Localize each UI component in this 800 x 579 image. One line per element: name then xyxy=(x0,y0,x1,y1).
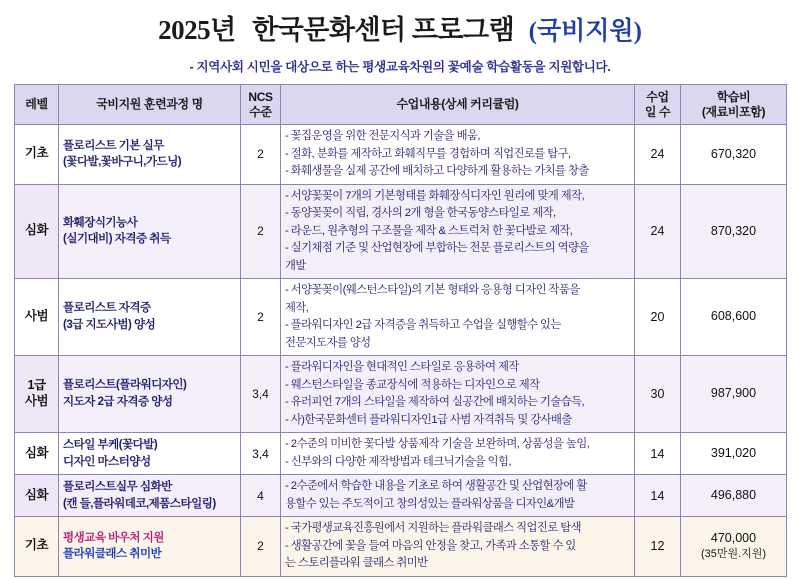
course-line1: 평생교육 바우처 지원 xyxy=(63,531,164,544)
cell-curriculum xyxy=(281,517,635,577)
curriculum-line: - 동양꽃꽂이 직립, 경사의 2개 형을 한국동양스타일로 제작, xyxy=(285,207,556,219)
cell-level: 심화 xyxy=(15,184,59,279)
curriculum-line: - 2수준의 미비한 꽃다발 상품제작 기술을 보완하며, 상품성을 높임, xyxy=(285,438,590,450)
table-row xyxy=(15,184,787,279)
curriculum-line: - 라운드, 원추형의 구조물을 제작 & 스트럭처 한 꽃다발로 제작, xyxy=(285,224,573,237)
curriculum-line: 전문지도자를 양성 xyxy=(285,336,371,349)
cell-session-count: 24 xyxy=(635,125,681,185)
curriculum-line: - 웨스턴스타일을 종교장식에 적용하는 디자인으로 제작 xyxy=(285,378,540,391)
cell-course-name xyxy=(59,279,241,356)
cell-session-count: 12 xyxy=(635,517,681,577)
cell-curriculum xyxy=(281,279,635,356)
cell-level: 기초 xyxy=(15,517,59,577)
header-ncs-line1: NCS xyxy=(248,89,273,104)
curriculum-line: - 사)한국문화센터 플라워디자인1급 사범 자격취득 및 강사배출 xyxy=(285,413,572,426)
curriculum-line: - 서양꽃꽂이(웨스턴스타일)의 기본 형태와 응용형 디자인 작품을 xyxy=(285,284,580,296)
cell-tuition-fee xyxy=(681,125,787,185)
curriculum-line: 개발 xyxy=(285,259,306,272)
fee-amount: 391,020 xyxy=(710,445,757,460)
cell-session-count: 30 xyxy=(635,356,681,433)
table-row xyxy=(15,517,787,577)
cell-session-count: 14 xyxy=(635,433,681,475)
cell-tuition-fee xyxy=(681,433,787,475)
cell-level xyxy=(15,356,59,433)
cell-ncs-level: 2 xyxy=(241,279,281,356)
table-body xyxy=(15,125,787,577)
cell-ncs-level: 3,4 xyxy=(241,433,281,475)
cell-ncs-level: 4 xyxy=(241,475,281,517)
fee-amount: 987,900 xyxy=(710,386,757,401)
cell-tuition-fee xyxy=(681,475,787,517)
header-content: 수업내용(상세 커리큘럼) xyxy=(281,85,635,125)
cell-course-name xyxy=(59,125,241,185)
course-line2: (실기대비) 자격증 취득 xyxy=(63,233,171,246)
course-line2: 플라워클래스 취미반 xyxy=(63,548,162,561)
subtitle: - 지역사회 시민을 대상으로 하는 평생교육차원의 꽃예술 학습활동을 지원합니다. xyxy=(189,60,611,74)
program-table xyxy=(14,84,787,577)
header-ncs xyxy=(241,85,281,125)
fee-amount: 870,320 xyxy=(710,223,757,238)
page-title xyxy=(14,0,786,47)
curriculum-line: - 서양꽃꽂이 7개의 기본형태를 화훼장식디자인 원리에 맞게 제작, xyxy=(285,189,585,202)
cell-ncs-level: 2 xyxy=(241,517,281,577)
table-row xyxy=(15,125,787,185)
level-line1: 1급 xyxy=(27,378,46,393)
table-row xyxy=(15,433,787,475)
fee-amount: 608,600 xyxy=(710,309,757,324)
curriculum-line: - 실기채점 기준 및 산업현장에 부합하는 전문 플로리스트의 역량을 xyxy=(285,242,589,254)
cell-session-count: 24 xyxy=(635,184,681,279)
cell-curriculum xyxy=(281,184,635,279)
course-line1: 플로리스트 기본 실무 xyxy=(63,139,164,152)
course-line2: 지도자 2급 자격증 양성 xyxy=(63,396,173,408)
course-line1: 화훼장식기능사 xyxy=(63,216,138,229)
cell-course-name xyxy=(59,433,241,475)
curriculum-line: - 플라워디자인을 현대적인 스타일로 응용하여 제작 xyxy=(285,361,519,373)
course-line1: 플로리스트(플라워디자인) xyxy=(63,379,187,392)
cell-ncs-level: 2 xyxy=(241,125,281,185)
cell-tuition-fee xyxy=(681,279,787,356)
course-line1: 스타일 부케(꽃다발) xyxy=(63,438,158,451)
cell-ncs-level: 2 xyxy=(241,184,281,279)
curriculum-line: - 화훼생물을 실제 공간에 배치하고 다양하게 활용하는 가치를 창출 xyxy=(285,165,589,177)
cell-level: 심화 xyxy=(15,433,59,475)
fee-amount: 670,320 xyxy=(710,146,757,161)
curriculum-line: 용할수 있는 주도적이고 창의성있는 플라워상품을 디자인&개발 xyxy=(285,497,575,510)
curriculum-line: - 생활공간에 꽃을 들여 마음의 안정을 찾고, 가족과 소통할 수 있 xyxy=(285,539,576,552)
course-line2: (꽃다발,꽃바구니,가드닝) xyxy=(63,156,182,169)
cell-tuition-fee xyxy=(681,184,787,279)
cell-level: 기초 xyxy=(15,125,59,185)
curriculum-line: - 신부와의 다양한 제작방법과 테크닉기술을 익힘, xyxy=(285,455,512,468)
cell-level: 사범 xyxy=(15,279,59,356)
cell-tuition-fee xyxy=(681,517,787,577)
level-line2: 사범 xyxy=(24,394,49,408)
curriculum-line: 는 스토리플라워 클래스 취미반 xyxy=(285,557,428,569)
cell-course-name xyxy=(59,517,241,577)
curriculum-line: 제작, xyxy=(285,301,309,314)
cell-level: 심화 xyxy=(15,475,59,517)
header-course: 국비지원 훈련과정 명 xyxy=(59,85,241,125)
header-hours-line2: 일 수 xyxy=(644,104,671,119)
header-level: 레벨 xyxy=(15,85,59,125)
course-line2: 디자인 마스터양성 xyxy=(63,455,151,468)
header-fee-line2: (재료비포함) xyxy=(701,104,766,119)
curriculum-line: - 국가평생교육진흥원에서 지원하는 플라워클래스 직업진로 탐색 xyxy=(285,522,581,534)
header-fee-line1: 학습비 xyxy=(716,89,751,104)
header-hours xyxy=(635,85,681,125)
title-main: 한국문화센터 프로그램 xyxy=(252,15,515,45)
cell-curriculum xyxy=(281,125,635,185)
course-line1: 플로리스트 자격증 xyxy=(63,302,151,315)
cell-course-name xyxy=(59,184,241,279)
header-ncs-line2: 수준 xyxy=(249,104,272,119)
course-line2: (캔 들,플라워데코,제품스타일링) xyxy=(63,497,216,510)
table-row xyxy=(15,356,787,433)
header-fee xyxy=(681,85,787,125)
curriculum-line: - 2수준에서 학습한 내용을 기초로 하여 생활공간 및 산업현장에 활 xyxy=(285,480,587,492)
cell-session-count: 20 xyxy=(635,279,681,356)
curriculum-line: - 플라워디자인 2급 자격증을 취득하고 수업을 실행할수 있는 xyxy=(285,319,561,331)
title-subsidy-tag: (국비지원) xyxy=(528,18,642,45)
course-line1: 플로리스트실무 심화반 xyxy=(63,480,172,493)
cell-session-count: 14 xyxy=(635,475,681,517)
header-hours-line1: 수업 xyxy=(646,89,669,104)
title-year: 2025년 xyxy=(158,15,236,45)
table-header-row xyxy=(15,85,787,125)
cell-ncs-level: 3,4 xyxy=(241,356,281,433)
cell-tuition-fee xyxy=(681,356,787,433)
table-row xyxy=(15,475,787,517)
table-row xyxy=(15,279,787,356)
fee-note: (35만원.지원) xyxy=(700,548,767,561)
cell-curriculum xyxy=(281,356,635,433)
curriculum-line: - 꽃집운영을 위한 전문지식과 기술을 배움, xyxy=(285,130,480,142)
curriculum-line: - 절화, 분화를 제작하고 화훼직무를 경험하며 직업진로를 탐구, xyxy=(285,147,571,160)
course-line2: (3급 지도사범) 양성 xyxy=(63,319,156,331)
cell-curriculum xyxy=(281,475,635,517)
cell-curriculum xyxy=(281,433,635,475)
fee-amount: 496,880 xyxy=(710,487,757,502)
fee-amount: 470,000 xyxy=(710,530,757,545)
cell-course-name xyxy=(59,356,241,433)
curriculum-line: - 유러피언 7개의 스타일을 제작하여 실공간에 배치하는 기술습득, xyxy=(285,396,585,408)
cell-course-name xyxy=(59,475,241,517)
